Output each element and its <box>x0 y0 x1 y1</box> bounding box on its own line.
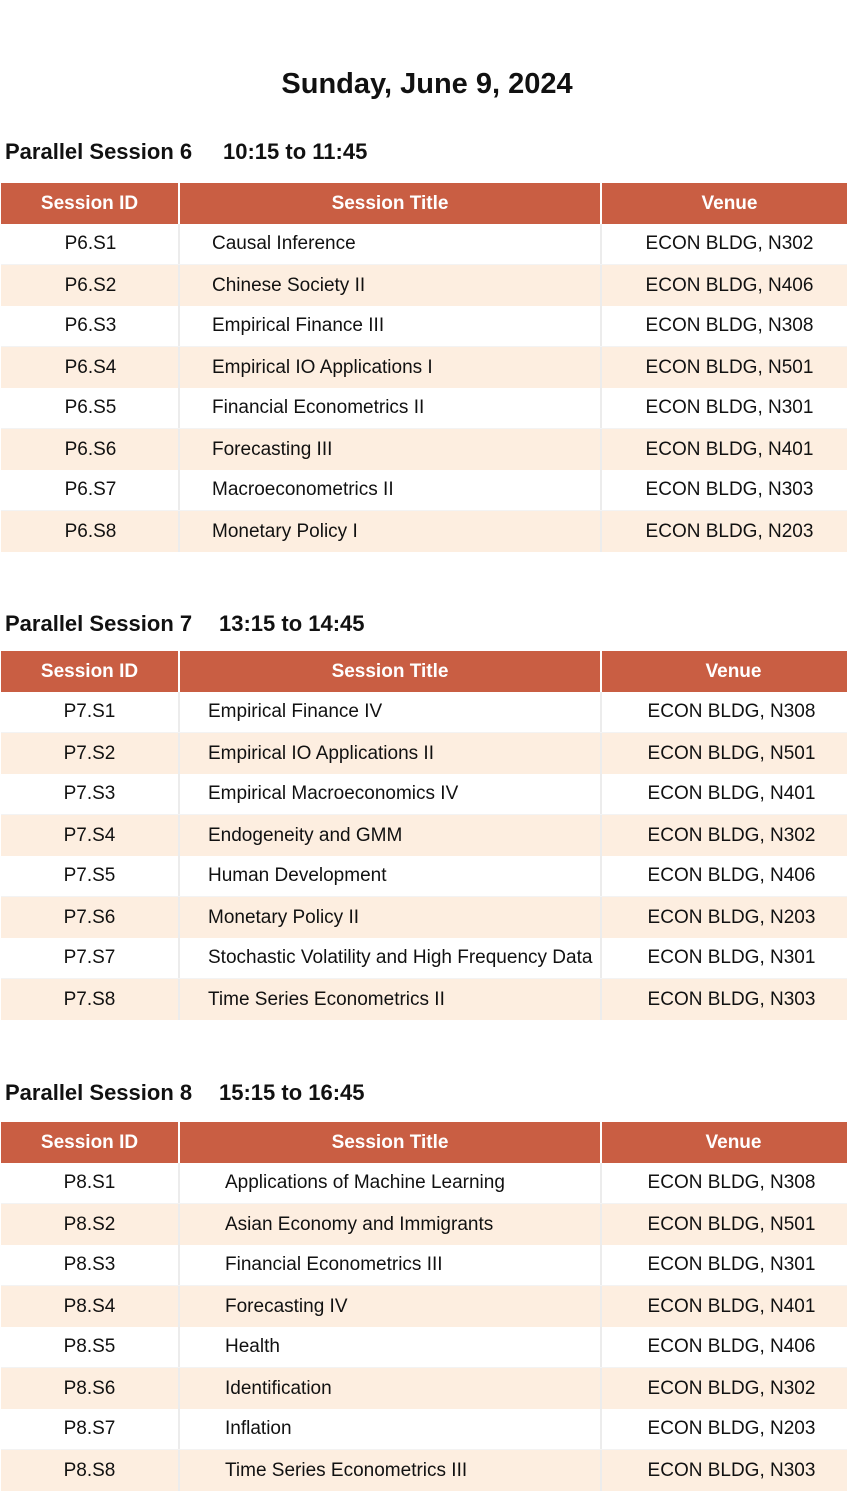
venue-cell: ECON BLDG, N303 <box>645 479 814 500</box>
venue-cell: ECON BLDG, N203 <box>647 1418 816 1439</box>
session-title-cell: Human Development <box>178 856 602 896</box>
venue-cell: ECON BLDG, N401 <box>645 438 814 460</box>
session-id-cell: P6.S1 <box>64 233 117 254</box>
header-session-id: Session ID <box>40 192 139 214</box>
header-session-title: Session Title <box>178 651 602 692</box>
session-name: Parallel Session 8 <box>5 1080 193 1105</box>
session-title-cell: Stochastic Volatility and High Frequency Data <box>178 938 602 978</box>
table-row <box>1 306 847 347</box>
session-id-cell: P7.S6 <box>63 906 116 928</box>
venue-cell: ECON BLDG, N308 <box>647 701 816 722</box>
table-row <box>1 897 847 938</box>
session-title-cell: Monetary Policy I <box>178 511 602 552</box>
session-id-cell: P6.S5 <box>64 397 117 418</box>
session-table <box>1 1122 847 1491</box>
table-row <box>1 470 847 511</box>
session-id-cell: P8.S8 <box>63 1459 116 1481</box>
table-row <box>1 224 847 265</box>
venue-cell: ECON BLDG, N203 <box>647 906 816 928</box>
session-time: 13:15 to 14:45 <box>219 611 365 636</box>
session-id-cell: P7.S7 <box>63 947 116 968</box>
session-title-cell: Empirical IO Applications II <box>178 733 602 774</box>
venue-cell: ECON BLDG, N401 <box>647 783 816 804</box>
table-row <box>1 388 847 429</box>
table-row <box>1 265 847 306</box>
table-row <box>1 938 847 979</box>
header-venue: Venue <box>705 1131 762 1153</box>
session-id-cell: P6.S6 <box>64 438 117 460</box>
session-name: Parallel Session 6 <box>5 139 193 164</box>
table-row <box>1 815 847 856</box>
session-id-cell: P8.S2 <box>63 1213 116 1235</box>
session-id-cell: P6.S2 <box>64 274 117 296</box>
session-name: Parallel Session 7 <box>5 611 193 636</box>
venue-cell: ECON BLDG, N501 <box>647 1213 816 1235</box>
session-title-cell: Time Series Econometrics III <box>178 1450 602 1491</box>
venue-cell: ECON BLDG, N501 <box>645 356 814 378</box>
table-row <box>1 979 847 1020</box>
venue-cell: ECON BLDG, N302 <box>647 1377 816 1399</box>
session-title-cell: Forecasting IV <box>178 1286 602 1327</box>
header-venue: Venue <box>701 192 758 214</box>
session-title-cell: Chinese Society II <box>178 265 602 306</box>
table-row <box>1 1163 847 1204</box>
session-title-cell: Monetary Policy II <box>178 897 602 938</box>
venue-cell: ECON BLDG, N401 <box>647 1295 816 1317</box>
table-row <box>1 733 847 774</box>
session-id-cell: P7.S8 <box>63 988 116 1010</box>
session-title-cell: Identification <box>178 1368 602 1409</box>
session-id-cell: P6.S7 <box>64 479 117 500</box>
session-title-cell: Financial Econometrics III <box>178 1245 602 1285</box>
table-row <box>1 1327 847 1368</box>
session-id-cell: P8.S5 <box>63 1336 116 1357</box>
table-row <box>1 1450 847 1491</box>
table-row <box>1 429 847 470</box>
session-id-cell: P8.S7 <box>63 1418 116 1439</box>
session-table <box>1 651 847 1020</box>
table-row <box>1 774 847 815</box>
session-id-cell: P7.S1 <box>63 701 116 722</box>
table-row <box>1 1368 847 1409</box>
table-header-row <box>1 651 847 692</box>
session-title-cell: Asian Economy and Immigrants <box>178 1204 602 1245</box>
session-id-cell: P8.S1 <box>63 1172 116 1193</box>
table-row <box>1 1409 847 1450</box>
table-row <box>1 347 847 388</box>
session-title-cell: Empirical Finance III <box>178 306 602 346</box>
table-header-row <box>1 183 847 224</box>
venue-cell: ECON BLDG, N302 <box>645 233 814 254</box>
header-venue: Venue <box>705 660 762 682</box>
venue-cell: ECON BLDG, N302 <box>647 824 816 846</box>
session-title-cell: Causal Inference <box>178 224 602 264</box>
session-title-cell: Inflation <box>178 1409 602 1449</box>
venue-cell: ECON BLDG, N301 <box>647 947 816 968</box>
venue-cell: ECON BLDG, N203 <box>645 520 814 542</box>
session-title-cell: Health <box>178 1327 602 1367</box>
session-id-cell: P7.S5 <box>63 865 116 886</box>
header-session-id: Session ID <box>40 660 139 682</box>
session-title-cell: Macroeconometrics II <box>178 470 602 510</box>
session-time: 10:15 to 11:45 <box>223 139 368 164</box>
venue-cell: ECON BLDG, N406 <box>647 1336 816 1357</box>
session-heading <box>5 609 365 639</box>
table-row <box>1 511 847 552</box>
session-title-cell: Empirical Macroeconomics IV <box>178 774 602 814</box>
venue-cell: ECON BLDG, N501 <box>647 742 816 764</box>
table-row <box>1 1286 847 1327</box>
session-title-cell: Financial Econometrics II <box>178 388 602 428</box>
venue-cell: ECON BLDG, N406 <box>647 865 816 886</box>
table-row <box>1 1245 847 1286</box>
session-title-cell: Forecasting III <box>178 429 602 470</box>
session-id-cell: P7.S2 <box>63 742 116 764</box>
header-session-title: Session Title <box>178 183 602 224</box>
session-title-cell: Applications of Machine Learning <box>178 1163 602 1203</box>
session-id-cell: P8.S4 <box>63 1295 116 1317</box>
session-heading <box>5 1078 365 1108</box>
venue-cell: ECON BLDG, N308 <box>647 1172 816 1193</box>
session-time: 15:15 to 16:45 <box>219 1080 365 1105</box>
table-row <box>1 856 847 897</box>
table-header-row <box>1 1122 847 1163</box>
session-id-cell: P6.S3 <box>64 315 117 336</box>
session-title-cell: Empirical Finance IV <box>178 692 602 732</box>
venue-cell: ECON BLDG, N301 <box>647 1254 816 1275</box>
header-session-id: Session ID <box>40 1131 139 1153</box>
table-row <box>1 1204 847 1245</box>
session-id-cell: P6.S4 <box>64 356 117 378</box>
session-id-cell: P7.S4 <box>63 824 116 846</box>
session-heading <box>5 137 368 167</box>
session-id-cell: P7.S3 <box>63 783 116 804</box>
session-id-cell: P8.S3 <box>63 1254 116 1275</box>
venue-cell: ECON BLDG, N406 <box>645 274 814 296</box>
header-session-title: Session Title <box>178 1122 602 1163</box>
session-title-cell: Time Series Econometrics II <box>178 979 602 1020</box>
table-row <box>1 692 847 733</box>
page-title: Sunday, June 9, 2024 <box>281 68 573 100</box>
venue-cell: ECON BLDG, N301 <box>645 397 814 418</box>
session-title-cell: Endogeneity and GMM <box>178 815 602 856</box>
session-id-cell: P8.S6 <box>63 1377 116 1399</box>
session-id-cell: P6.S8 <box>64 520 117 542</box>
venue-cell: ECON BLDG, N308 <box>645 315 814 336</box>
session-table <box>1 183 847 552</box>
venue-cell: ECON BLDG, N303 <box>647 988 816 1010</box>
session-title-cell: Empirical IO Applications I <box>178 347 602 388</box>
venue-cell: ECON BLDG, N303 <box>647 1459 816 1481</box>
